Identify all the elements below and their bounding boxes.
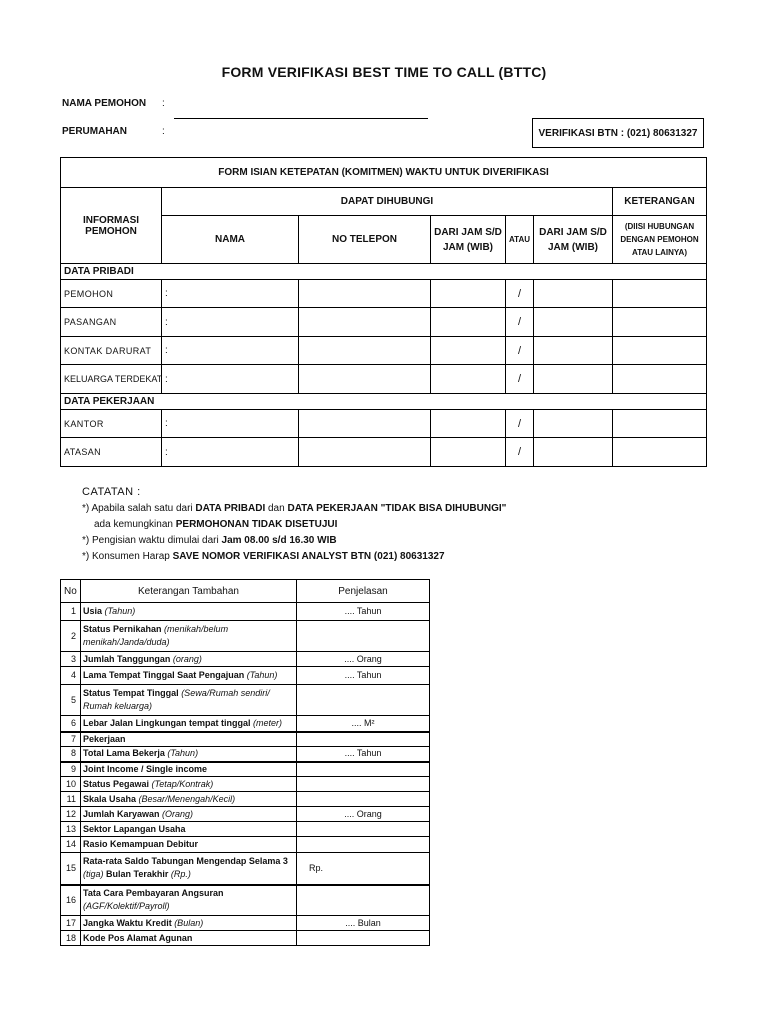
row-explanation[interactable] — [297, 837, 430, 853]
description-hint: (Besar/Menengah/Kecil) — [136, 793, 236, 804]
row-label: ATASAN — [61, 438, 162, 467]
description-hint: (Bulan) — [171, 917, 204, 928]
col-header-notes-sub: (DIISI HUBUNGAN DENGAN PEMOHON ATAU LAINYA) — [613, 216, 707, 264]
row-number: 5 — [61, 685, 81, 716]
table-row — [61, 807, 430, 822]
row-explanation[interactable]: .... Bulan — [297, 916, 430, 931]
time2-cell[interactable] — [534, 337, 613, 365]
description-hint: (Orang) — [159, 808, 194, 819]
description-hint: (Rp.) — [168, 869, 191, 880]
row-number: 4 — [61, 667, 81, 685]
table-row — [61, 308, 707, 337]
row-explanation[interactable] — [297, 685, 430, 716]
applicant-name-label: NAMA PEMOHON — [62, 98, 147, 109]
description-main: Joint Income / Single income — [83, 763, 208, 774]
table-row — [61, 792, 430, 807]
description-main: Jangka Waktu Kredit — [83, 917, 172, 928]
row-explanation[interactable]: .... Orang — [297, 807, 430, 822]
row-explanation[interactable] — [297, 732, 430, 747]
row-description — [81, 822, 297, 837]
table-row — [61, 732, 430, 747]
or-separator: / — [506, 410, 534, 438]
row-number: 2 — [61, 621, 81, 652]
note-1-cont — [82, 517, 506, 533]
row-number: 14 — [61, 837, 81, 853]
description-main: Pekerjaan — [83, 733, 126, 744]
phone-cell[interactable] — [299, 410, 431, 438]
table-row — [61, 762, 430, 777]
name-cell[interactable]: : — [162, 365, 299, 394]
table-row — [61, 685, 430, 716]
col-header-reachable: DAPAT DIHUBUNGI — [162, 188, 613, 216]
row-label: PEMOHON — [61, 280, 162, 308]
time2-cell[interactable] — [534, 438, 613, 467]
description-hint: (Tahun) — [244, 670, 278, 680]
notes-cell[interactable] — [613, 410, 707, 438]
row-number: 15 — [61, 853, 81, 885]
row-explanation[interactable] — [297, 792, 430, 807]
row-number: 10 — [61, 777, 81, 792]
description-main: Skala Usaha — [83, 793, 137, 804]
col-header-info: INFORMASI PEMOHON — [61, 188, 162, 264]
note-emphasis: PERMOHONAN TIDAK DISETUJUI — [175, 519, 338, 530]
notes-cell[interactable] — [613, 337, 707, 365]
name-cell[interactable]: : — [162, 337, 299, 365]
verification-phone-box: VERIFIKASI BTN : (021) 80631327 — [532, 118, 704, 148]
table-row — [61, 916, 430, 931]
time2-cell[interactable] — [534, 308, 613, 337]
col-header-desc: Keterangan Tambahan — [81, 580, 297, 603]
col-header-phone: NO TELEPON — [299, 216, 431, 264]
description-hint: (Tahun) — [102, 606, 136, 616]
time2-cell[interactable] — [534, 365, 613, 394]
applicant-name-colon: : — [162, 98, 165, 109]
description-main: Bulan Terakhir — [103, 869, 169, 880]
row-description — [81, 853, 297, 885]
or-separator: / — [506, 365, 534, 394]
row-description — [81, 732, 297, 747]
housing-colon: : — [162, 126, 165, 137]
name-cell[interactable]: : — [162, 410, 299, 438]
row-number: 12 — [61, 807, 81, 822]
time1-cell[interactable] — [431, 365, 506, 394]
row-number: 13 — [61, 822, 81, 837]
note-emphasis: DATA PEKERJAAN "TIDAK BISA DIHUBUNGI" — [287, 503, 507, 514]
or-separator: / — [506, 337, 534, 365]
row-explanation[interactable] — [297, 822, 430, 837]
row-number: 9 — [61, 762, 81, 777]
description-main: Status Tempat Tinggal — [83, 688, 179, 698]
notes-cell[interactable] — [613, 365, 707, 394]
form-table-title: FORM ISIAN KETEPATAN (KOMITMEN) WAKTU UNTUK DIVERIFIKASI — [61, 158, 707, 188]
time2-cell[interactable] — [534, 280, 613, 308]
description-main: Kode Pos Alamat Agunan — [83, 932, 193, 943]
row-number: 18 — [61, 931, 81, 946]
table-row — [61, 667, 430, 685]
row-explanation[interactable] — [297, 885, 430, 916]
description-main: Usia — [83, 606, 103, 616]
description-main: Jumlah Tanggungan — [83, 653, 171, 664]
description-main: Tata Cara Pembayaran Angsuran — [83, 888, 224, 899]
description-main: Rasio Kemampuan Debitur — [83, 839, 199, 849]
row-explanation[interactable] — [297, 777, 430, 792]
notes-cell[interactable] — [613, 438, 707, 467]
time1-cell[interactable] — [431, 308, 506, 337]
note-2 — [82, 533, 506, 549]
col-header-explanation: Penjelasan — [297, 580, 430, 603]
table-row — [61, 747, 430, 762]
row-description — [81, 807, 297, 822]
section-personal: DATA PRIBADI — [61, 264, 707, 280]
notes-section — [82, 484, 506, 565]
additional-info-table — [60, 579, 430, 946]
row-explanation[interactable]: .... Orang — [297, 652, 430, 667]
phone-cell[interactable] — [299, 308, 431, 337]
table-row — [61, 337, 707, 365]
note-1 — [82, 501, 506, 517]
col-header-no: No — [61, 580, 81, 603]
row-explanation[interactable]: .... Tahun — [297, 603, 430, 621]
description-main: Lebar Jalan Lingkungan tempat tinggal — [83, 717, 251, 728]
col-header-or: ATAU — [506, 216, 534, 264]
time2-cell[interactable] — [534, 410, 613, 438]
note-3 — [82, 549, 506, 565]
note-emphasis: Jam 08.00 s/d 16.30 WIB — [221, 535, 337, 546]
note-emphasis: DATA PRIBADI — [195, 503, 266, 514]
row-description — [81, 931, 297, 946]
table-row — [61, 822, 430, 837]
or-separator: / — [506, 438, 534, 467]
note-emphasis: SAVE NOMOR VERIFIKASI ANALYST BTN (021) 80631327 — [172, 551, 445, 562]
table-row — [61, 603, 430, 621]
row-explanation[interactable] — [297, 621, 430, 652]
note-text: *) Konsumen Harap — [82, 551, 173, 562]
row-label: KONTAK DARURAT — [61, 337, 162, 365]
row-description — [81, 652, 297, 667]
row-description — [81, 916, 297, 931]
row-description — [81, 621, 297, 652]
description-main: Total Lama Bekerja — [83, 748, 165, 759]
row-description — [81, 837, 297, 853]
table-row — [61, 777, 430, 792]
row-number: 6 — [61, 716, 81, 732]
row-explanation[interactable] — [297, 931, 430, 946]
description-hint: (AGF/Kolektif/Payroll) — [83, 901, 170, 912]
applicant-name-line[interactable] — [174, 118, 428, 119]
description-main: Sektor Lapangan Usaha — [83, 823, 186, 834]
description-main: Jumlah Karyawan — [83, 808, 160, 819]
notes-cell[interactable] — [613, 280, 707, 308]
bttc-form-table — [60, 157, 707, 467]
row-label: KANTOR — [61, 410, 162, 438]
page-title: FORM VERIFIKASI BEST TIME TO CALL (BTTC) — [221, 64, 547, 80]
description-main: Rata-rata Saldo Tabungan Mengendap Selama 3 — [83, 856, 288, 867]
row-explanation[interactable]: .... Tahun — [297, 747, 430, 762]
note-text: *) Pengisian waktu dimulai dari — [82, 535, 222, 546]
name-cell[interactable]: : — [162, 308, 299, 337]
name-cell[interactable]: : — [162, 438, 299, 467]
table-row — [61, 837, 430, 853]
description-hint: (orang) — [170, 653, 202, 664]
row-explanation[interactable]: .... Tahun — [297, 667, 430, 685]
phone-cell[interactable] — [299, 438, 431, 467]
note-text: dan — [265, 503, 288, 514]
or-separator: / — [506, 280, 534, 308]
time1-cell[interactable] — [431, 438, 506, 467]
row-number: 16 — [61, 885, 81, 916]
description-hint: (tiga) — [83, 869, 104, 880]
housing-label: PERUMAHAN — [62, 126, 127, 137]
description-main: Lama Tempat Tinggal Saat Pengajuan — [83, 670, 245, 680]
row-explanation[interactable] — [297, 762, 430, 777]
table-row — [61, 652, 430, 667]
table-row — [61, 885, 430, 916]
col-header-time2: DARI JAM S/D JAM (WIB) — [534, 216, 613, 264]
row-explanation[interactable]: Rp. — [297, 853, 430, 885]
row-description — [81, 885, 297, 916]
note-text: ada kemungkinan — [94, 519, 176, 530]
row-number: 3 — [61, 652, 81, 667]
notes-heading: CATATAN : — [82, 486, 141, 498]
time1-cell[interactable] — [431, 280, 506, 308]
table-row — [61, 410, 707, 438]
col-header-name: NAMA — [162, 216, 299, 264]
or-separator: / — [506, 308, 534, 337]
table-row — [61, 438, 707, 467]
description-hint: (menikah/belum menikah/Janda/duda) — [83, 624, 229, 647]
phone-cell[interactable] — [299, 280, 431, 308]
row-number: 7 — [61, 732, 81, 747]
description-main: Status Pernikahan — [83, 624, 162, 634]
description-main: Status Pegawai — [83, 778, 150, 789]
row-description — [81, 667, 297, 685]
row-number: 8 — [61, 747, 81, 762]
row-label: PASANGAN — [61, 308, 162, 337]
row-description — [81, 792, 297, 807]
table-row — [61, 621, 430, 652]
notes-cell[interactable] — [613, 308, 707, 337]
note-text: *) Apabila salah satu dari — [82, 503, 196, 514]
col-header-notes: KETERANGAN — [613, 188, 707, 216]
description-hint: (Tahun) — [164, 748, 199, 759]
phone-cell[interactable] — [299, 337, 431, 365]
row-description — [81, 762, 297, 777]
name-cell[interactable]: : — [162, 280, 299, 308]
table-row — [61, 716, 430, 732]
row-description — [81, 603, 297, 621]
row-explanation[interactable]: .... M² — [297, 716, 430, 732]
description-hint: (meter) — [250, 717, 283, 728]
table-row — [61, 280, 707, 308]
description-hint: (Tetap/Kontrak) — [149, 778, 214, 789]
row-description — [81, 685, 297, 716]
phone-cell[interactable] — [299, 365, 431, 394]
row-description — [81, 777, 297, 792]
time1-cell[interactable] — [431, 337, 506, 365]
time1-cell[interactable] — [431, 410, 506, 438]
section-work: DATA PEKERJAAN — [61, 394, 707, 410]
row-number: 1 — [61, 603, 81, 621]
table-row — [61, 931, 430, 946]
description-hint: (Sewa/Rumah sendiri/ Rumah keluarga) — [83, 688, 270, 711]
table-row — [61, 853, 430, 885]
row-number: 17 — [61, 916, 81, 931]
row-description — [81, 747, 297, 762]
table-row — [61, 365, 707, 394]
col-header-time1: DARI JAM S/D JAM (WIB) — [431, 216, 506, 264]
row-label: KELUARGA TERDEKAT — [61, 365, 162, 394]
row-description — [81, 716, 297, 732]
row-number: 11 — [61, 792, 81, 807]
